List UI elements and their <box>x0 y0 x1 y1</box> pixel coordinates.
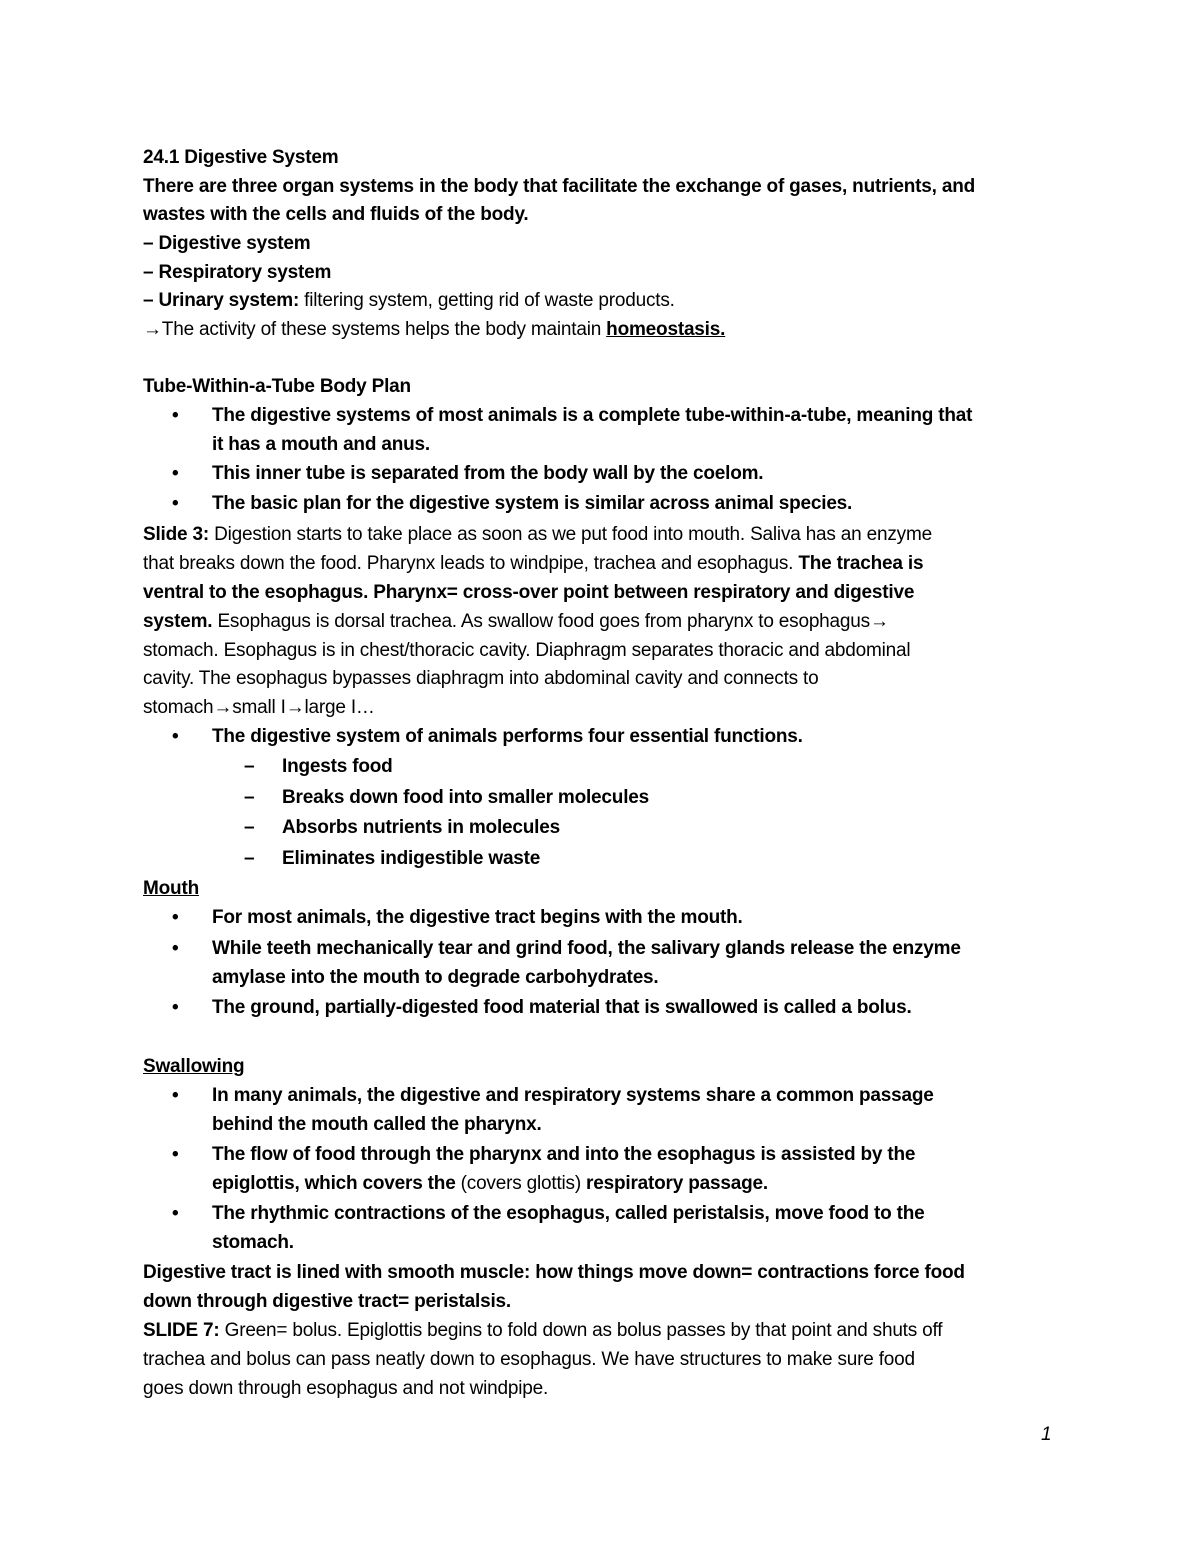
function-text: Breaks down food into smaller molecules <box>282 787 650 808</box>
dash-icon: – <box>244 756 255 777</box>
slide7-line-2: trachea and bolus can pass neatly down to esophagus. We have structures to make sure food <box>143 1349 915 1370</box>
system-urinary <box>143 286 675 315</box>
intro-line-2: wastes with the cells and fluids of the body. <box>143 204 529 225</box>
system-digestive: – Digestive system <box>143 233 311 254</box>
bullet-icon: • <box>172 463 179 484</box>
slide3-line-2 <box>143 549 923 578</box>
slide7-label: SLIDE 7: <box>143 1320 220 1341</box>
slide3-label: Slide 3: <box>143 524 209 545</box>
bullet-text: The digestive system of animals performs four essential functions. <box>212 726 803 747</box>
slide7-line-1 <box>143 1316 942 1345</box>
bullet-icon: • <box>172 493 179 514</box>
bullet-text-cont: it has a mouth and anus. <box>212 434 430 455</box>
bullet-icon: • <box>172 938 179 959</box>
slide7-text: Green= bolus. Epiglottis begins to fold down as bolus passes by that point and shuts off <box>219 1320 943 1341</box>
bullet-text: The ground, partially-digested food material that is swallowed is called a bolus. <box>212 997 912 1018</box>
slide3-text: Digestion starts to take place as soon as we put food into mouth. Saliva has an enzyme <box>208 524 932 545</box>
system-respiratory: – Respiratory system <box>143 262 332 283</box>
bullet-text-cont: behind the mouth called the pharynx. <box>212 1114 542 1135</box>
swallowing-heading: Swallowing <box>143 1056 245 1077</box>
slide3-line-7: stomach→small I→large I… <box>143 697 375 718</box>
bullet-text: This inner tube is separated from the body wall by the coelom. <box>212 463 764 484</box>
slide3-bold: system. <box>143 611 213 632</box>
tube-heading: Tube-Within-a-Tube Body Plan <box>143 376 411 397</box>
dash-icon: – <box>244 848 255 869</box>
urinary-label: – Urinary system: <box>143 290 300 311</box>
function-text: Eliminates indigestible waste <box>282 848 541 869</box>
bullet-text: For most animals, the digestive tract begins with the mouth. <box>212 907 743 928</box>
bullet-icon: • <box>172 1085 179 1106</box>
slide7-line-3: goes down through esophagus and not windpipe. <box>143 1378 549 1399</box>
bullet-text: The basic plan for the digestive system is similar across animal species. <box>212 493 853 514</box>
arrow-text: →The activity of these systems helps the body maintain <box>143 319 607 340</box>
bullet-text: The digestive systems of most animals is a complete tube-within-a-tube, meaning that <box>212 405 973 426</box>
bullet-icon: • <box>172 726 179 747</box>
epiglottis-text: epiglottis, which covers the <box>212 1173 461 1194</box>
passage-text: respiratory passage. <box>580 1173 768 1194</box>
slide3-text: that breaks down the food. Pharynx leads to windpipe, trachea and esophagus. <box>143 553 799 574</box>
bullet-text: In many animals, the digestive and respiratory systems share a common passage <box>212 1085 934 1106</box>
mouth-heading: Mouth <box>143 878 199 899</box>
bullet-icon: • <box>172 1203 179 1224</box>
bullet-text: The rhythmic contractions of the esophagus, called peristalsis, move food to the <box>212 1203 925 1224</box>
function-text: Absorbs nutrients in molecules <box>282 817 560 838</box>
page-number: 1 <box>1041 1424 1052 1445</box>
slide3-line-6: cavity. The esophagus bypasses diaphragm into abdominal cavity and connects to <box>143 668 819 689</box>
intro-line-1: There are three organ systems in the body that facilitate the exchange of gases, nutrients, and <box>143 176 976 197</box>
covers-glottis-note: (covers glottis) <box>460 1173 581 1194</box>
bullet-text-cont <box>212 1169 768 1198</box>
slide3-line-4 <box>143 607 889 636</box>
homeostasis-line <box>143 315 725 344</box>
bullet-text: The flow of food through the pharynx and into the esophagus is assisted by the <box>212 1144 916 1165</box>
bullet-text-cont: stomach. <box>212 1232 294 1253</box>
bullet-icon: • <box>172 907 179 928</box>
bullet-icon: • <box>172 1144 179 1165</box>
bullet-icon: • <box>172 405 179 426</box>
bullet-icon: • <box>172 997 179 1018</box>
slide3-line-1 <box>143 520 932 549</box>
section-title: 24.1 Digestive System <box>143 147 339 168</box>
bullet-text: While teeth mechanically tear and grind food, the salivary glands release the enzyme <box>212 938 961 959</box>
function-text: Ingests food <box>282 756 393 777</box>
tract-line-2: down through digestive tract= peristalsis. <box>143 1291 511 1312</box>
homeostasis-term: homeostasis. <box>606 319 726 340</box>
slide3-line-5: stomach. Esophagus is in chest/thoracic cavity. Diaphragm separates thoracic and abdominal <box>143 640 911 661</box>
bullet-text-cont: amylase into the mouth to degrade carbohydrates. <box>212 967 659 988</box>
tract-line-1: Digestive tract is lined with smooth muscle: how things move down= contractions force food <box>143 1262 965 1283</box>
slide3-text: Esophagus is dorsal trachea. As swallow food goes from pharynx to esophagus→ <box>212 611 889 632</box>
slide3-bold: The trachea is <box>798 553 924 574</box>
dash-icon: – <box>244 817 255 838</box>
dash-icon: – <box>244 787 255 808</box>
slide3-line-3: ventral to the esophagus. Pharynx= cross-over point between respiratory and digestive <box>143 582 915 603</box>
urinary-note: filtering system, getting rid of waste products. <box>299 290 675 311</box>
